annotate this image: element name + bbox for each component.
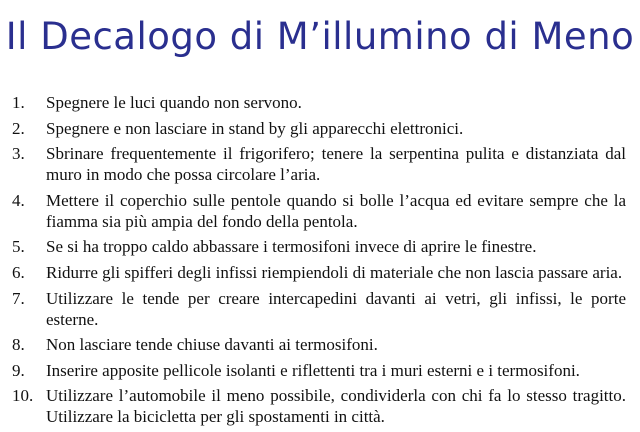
item-number: 8. xyxy=(12,335,25,355)
item-number: 7. xyxy=(12,288,25,308)
list-item xyxy=(0,385,640,427)
item-text: Se si ha troppo caldo abbassare i termosifoni invece di aprire le finestre. xyxy=(46,237,537,257)
item-number: 9. xyxy=(12,360,25,380)
item-text: Sbrinare frequentemente il frigorifero; tenere la serpentina pulita e distanziata dal muro in modo che possa circolare l’aria. xyxy=(46,144,626,185)
list-item xyxy=(0,262,640,283)
page-title: Il Decalogo di M’illumino di Meno xyxy=(5,15,635,58)
list-item xyxy=(0,236,640,257)
item-text: Spegnere e non lasciare in stand by gli apparecchi elettronici. xyxy=(46,118,464,138)
list-item xyxy=(0,118,640,139)
item-number: 2. xyxy=(12,118,25,138)
item-text: Non lasciare tende chiuse davanti ai termosifoni. xyxy=(46,335,378,355)
list-item xyxy=(0,143,640,185)
item-number: 3. xyxy=(12,144,25,164)
item-text: Spegnere le luci quando non servono. xyxy=(46,93,302,112)
item-number: 4. xyxy=(12,190,25,210)
item-text: Inserire apposite pellicole isolanti e riflettenti tra i muri esterni e i termosifoni. xyxy=(46,360,580,380)
list-item xyxy=(0,334,640,355)
item-text: Mettere il coperchio sulle pentole quando si bolle l’acqua ed evitare sempre che la fiamma sia più ampia del fondo della pentola. xyxy=(46,190,626,231)
item-number: 6. xyxy=(12,262,25,282)
list-item xyxy=(0,288,640,330)
item-text: Ridurre gli spifferi degli infissi riempiendoli di materiale che non lascia passare aria. xyxy=(46,262,623,282)
list-item xyxy=(0,92,640,113)
item-number: 1. xyxy=(12,93,25,112)
item-text: Utilizzare l’automobile il meno possibile, condividerla con chi fa lo stesso tragitto. Utilizzare la bicicletta per gli spostamenti in città. xyxy=(46,386,626,427)
item-text: Utilizzare le tende per creare intercapedini davanti ai vetri, gli infissi, le porte esterne. xyxy=(46,288,626,329)
item-number: 5. xyxy=(12,237,25,257)
list-item xyxy=(0,360,640,381)
list-item xyxy=(0,190,640,232)
item-number: 10. xyxy=(12,386,34,406)
decalogue-list xyxy=(0,92,640,432)
